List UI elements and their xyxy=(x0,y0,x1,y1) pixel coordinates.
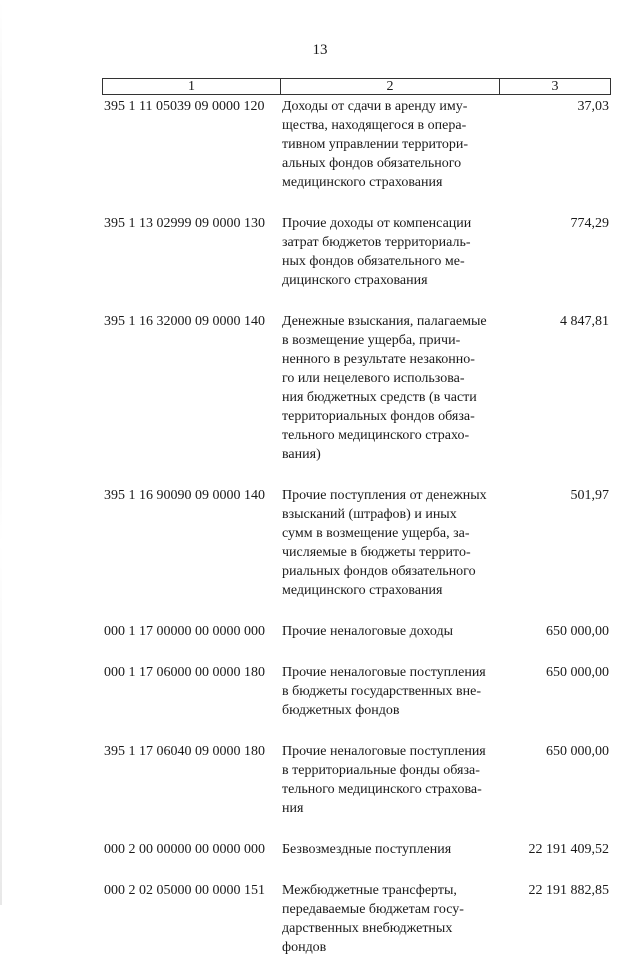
table-row xyxy=(102,214,611,290)
budget-classification-code: 395 1 11 05039 09 0000 120 xyxy=(104,99,265,114)
revenue-name-line: ния бюджетных средств (в части xyxy=(282,390,477,405)
revenue-name-line: Безвозмездные поступления xyxy=(282,842,452,857)
revenue-name-line: в бюджеты государственных вне- xyxy=(282,684,482,699)
table-row xyxy=(102,312,611,464)
table-header xyxy=(102,78,611,95)
revenue-name-line: затрат бюджетов территориаль- xyxy=(282,235,471,250)
amount: 650 000,00 xyxy=(546,665,609,680)
revenue-table xyxy=(102,78,611,979)
revenue-name-line: Прочие поступления от денежных xyxy=(282,488,487,503)
revenue-name-line: Прочие неналоговые доходы xyxy=(282,624,454,639)
revenue-name-line: бюджетных фондов xyxy=(282,703,400,718)
revenue-name-line: Прочие неналоговые поступления xyxy=(282,744,486,759)
revenue-name xyxy=(280,840,499,859)
revenue-name-line: Прочие неналоговые поступления xyxy=(282,665,486,680)
revenue-name xyxy=(280,312,499,464)
revenue-name-line: в территориальные фонды обяза- xyxy=(282,763,480,778)
revenue-name xyxy=(280,97,499,192)
budget-classification-code: 395 1 16 32000 09 0000 140 xyxy=(104,314,265,329)
revenue-name xyxy=(280,622,499,641)
revenue-name-line: сумм в возмещение ущерба, за- xyxy=(282,526,470,541)
revenue-name-line: тельного медицинского страхо- xyxy=(282,428,470,443)
budget-classification-code: 000 2 02 05000 00 0000 151 xyxy=(104,883,265,898)
revenue-name xyxy=(280,663,499,720)
revenue-name-line: медицинского страхования xyxy=(282,583,443,598)
amount: 650 000,00 xyxy=(546,744,609,759)
budget-classification-code: 000 1 17 06000 00 0000 180 xyxy=(104,665,265,680)
amount: 501,97 xyxy=(570,488,609,503)
revenue-name xyxy=(280,742,499,818)
amount: 37,03 xyxy=(577,99,609,114)
amount: 650 000,00 xyxy=(546,624,609,639)
revenue-name-line: в возмещение ущерба, причи- xyxy=(282,333,461,348)
revenue-name-line: числяемые в бюджеты террито- xyxy=(282,545,471,560)
budget-classification-code: 395 1 17 06040 09 0000 180 xyxy=(104,744,265,759)
revenue-name-line: ных фондов обязательного ме- xyxy=(282,254,465,269)
revenue-name-line: взысканий (штрафов) и иных xyxy=(282,507,457,522)
amount: 774,29 xyxy=(570,216,609,231)
revenue-name-line: ненного в результате незаконно- xyxy=(282,352,475,367)
revenue-name-line: Доходы от сдачи в аренду иму- xyxy=(282,99,468,114)
budget-classification-code: 395 1 13 02999 09 0000 130 xyxy=(104,216,265,231)
budget-classification-code: 000 1 17 00000 00 0000 000 xyxy=(104,624,265,639)
budget-classification-code: 395 1 16 90090 09 0000 140 xyxy=(104,488,265,503)
revenue-name-line: ния xyxy=(282,801,304,816)
revenue-name-line: го или нецелевого использова- xyxy=(282,371,465,386)
revenue-name-line: Денежные взыскания, палагаемые xyxy=(282,314,487,329)
amount: 22 191 409,52 xyxy=(528,842,609,857)
revenue-name xyxy=(280,881,499,957)
table-row xyxy=(102,881,611,957)
revenue-name-line: альных фондов обязательного xyxy=(282,156,462,171)
scan-edge xyxy=(0,0,2,905)
table-row xyxy=(102,663,611,720)
revenue-name-line: тельного медицинского страхова- xyxy=(282,782,482,797)
revenue-name-line: щества, находящегося в опера- xyxy=(282,118,467,133)
revenue-name-line: дицинского страхования xyxy=(282,273,428,288)
revenue-name-line: вания) xyxy=(282,447,321,462)
revenue-name-line: риальных фондов обязательного xyxy=(282,564,476,579)
page-number: 13 xyxy=(312,42,328,58)
table-row xyxy=(102,622,611,641)
column-header-3: 3 xyxy=(551,79,559,94)
table-row xyxy=(102,742,611,818)
column-header-2: 2 xyxy=(281,79,500,94)
revenue-name-line: медицинского страхования xyxy=(282,175,443,190)
column-header-1: 1 xyxy=(103,79,281,94)
amount: 22 191 882,85 xyxy=(528,883,609,898)
table-row xyxy=(102,97,611,192)
revenue-name-line: территориальных фондов обяза- xyxy=(282,409,475,424)
amount: 4 847,81 xyxy=(560,314,609,329)
revenue-name-line: Межбюджетные трансферты, xyxy=(282,883,457,898)
revenue-name-line: дарственных внебюджетных xyxy=(282,921,453,936)
budget-classification-code: 000 2 00 00000 00 0000 000 xyxy=(104,842,265,857)
table-body xyxy=(102,97,611,957)
revenue-name-line: фондов xyxy=(282,940,327,955)
table-row xyxy=(102,840,611,859)
revenue-name-line: тивном управлении территори- xyxy=(282,137,469,152)
revenue-name xyxy=(280,486,499,600)
revenue-name xyxy=(280,214,499,290)
revenue-name-line: передаваемые бюджетам госу- xyxy=(282,902,464,917)
revenue-name-line: Прочие доходы от компенсации xyxy=(282,216,472,231)
table-row xyxy=(102,486,611,600)
